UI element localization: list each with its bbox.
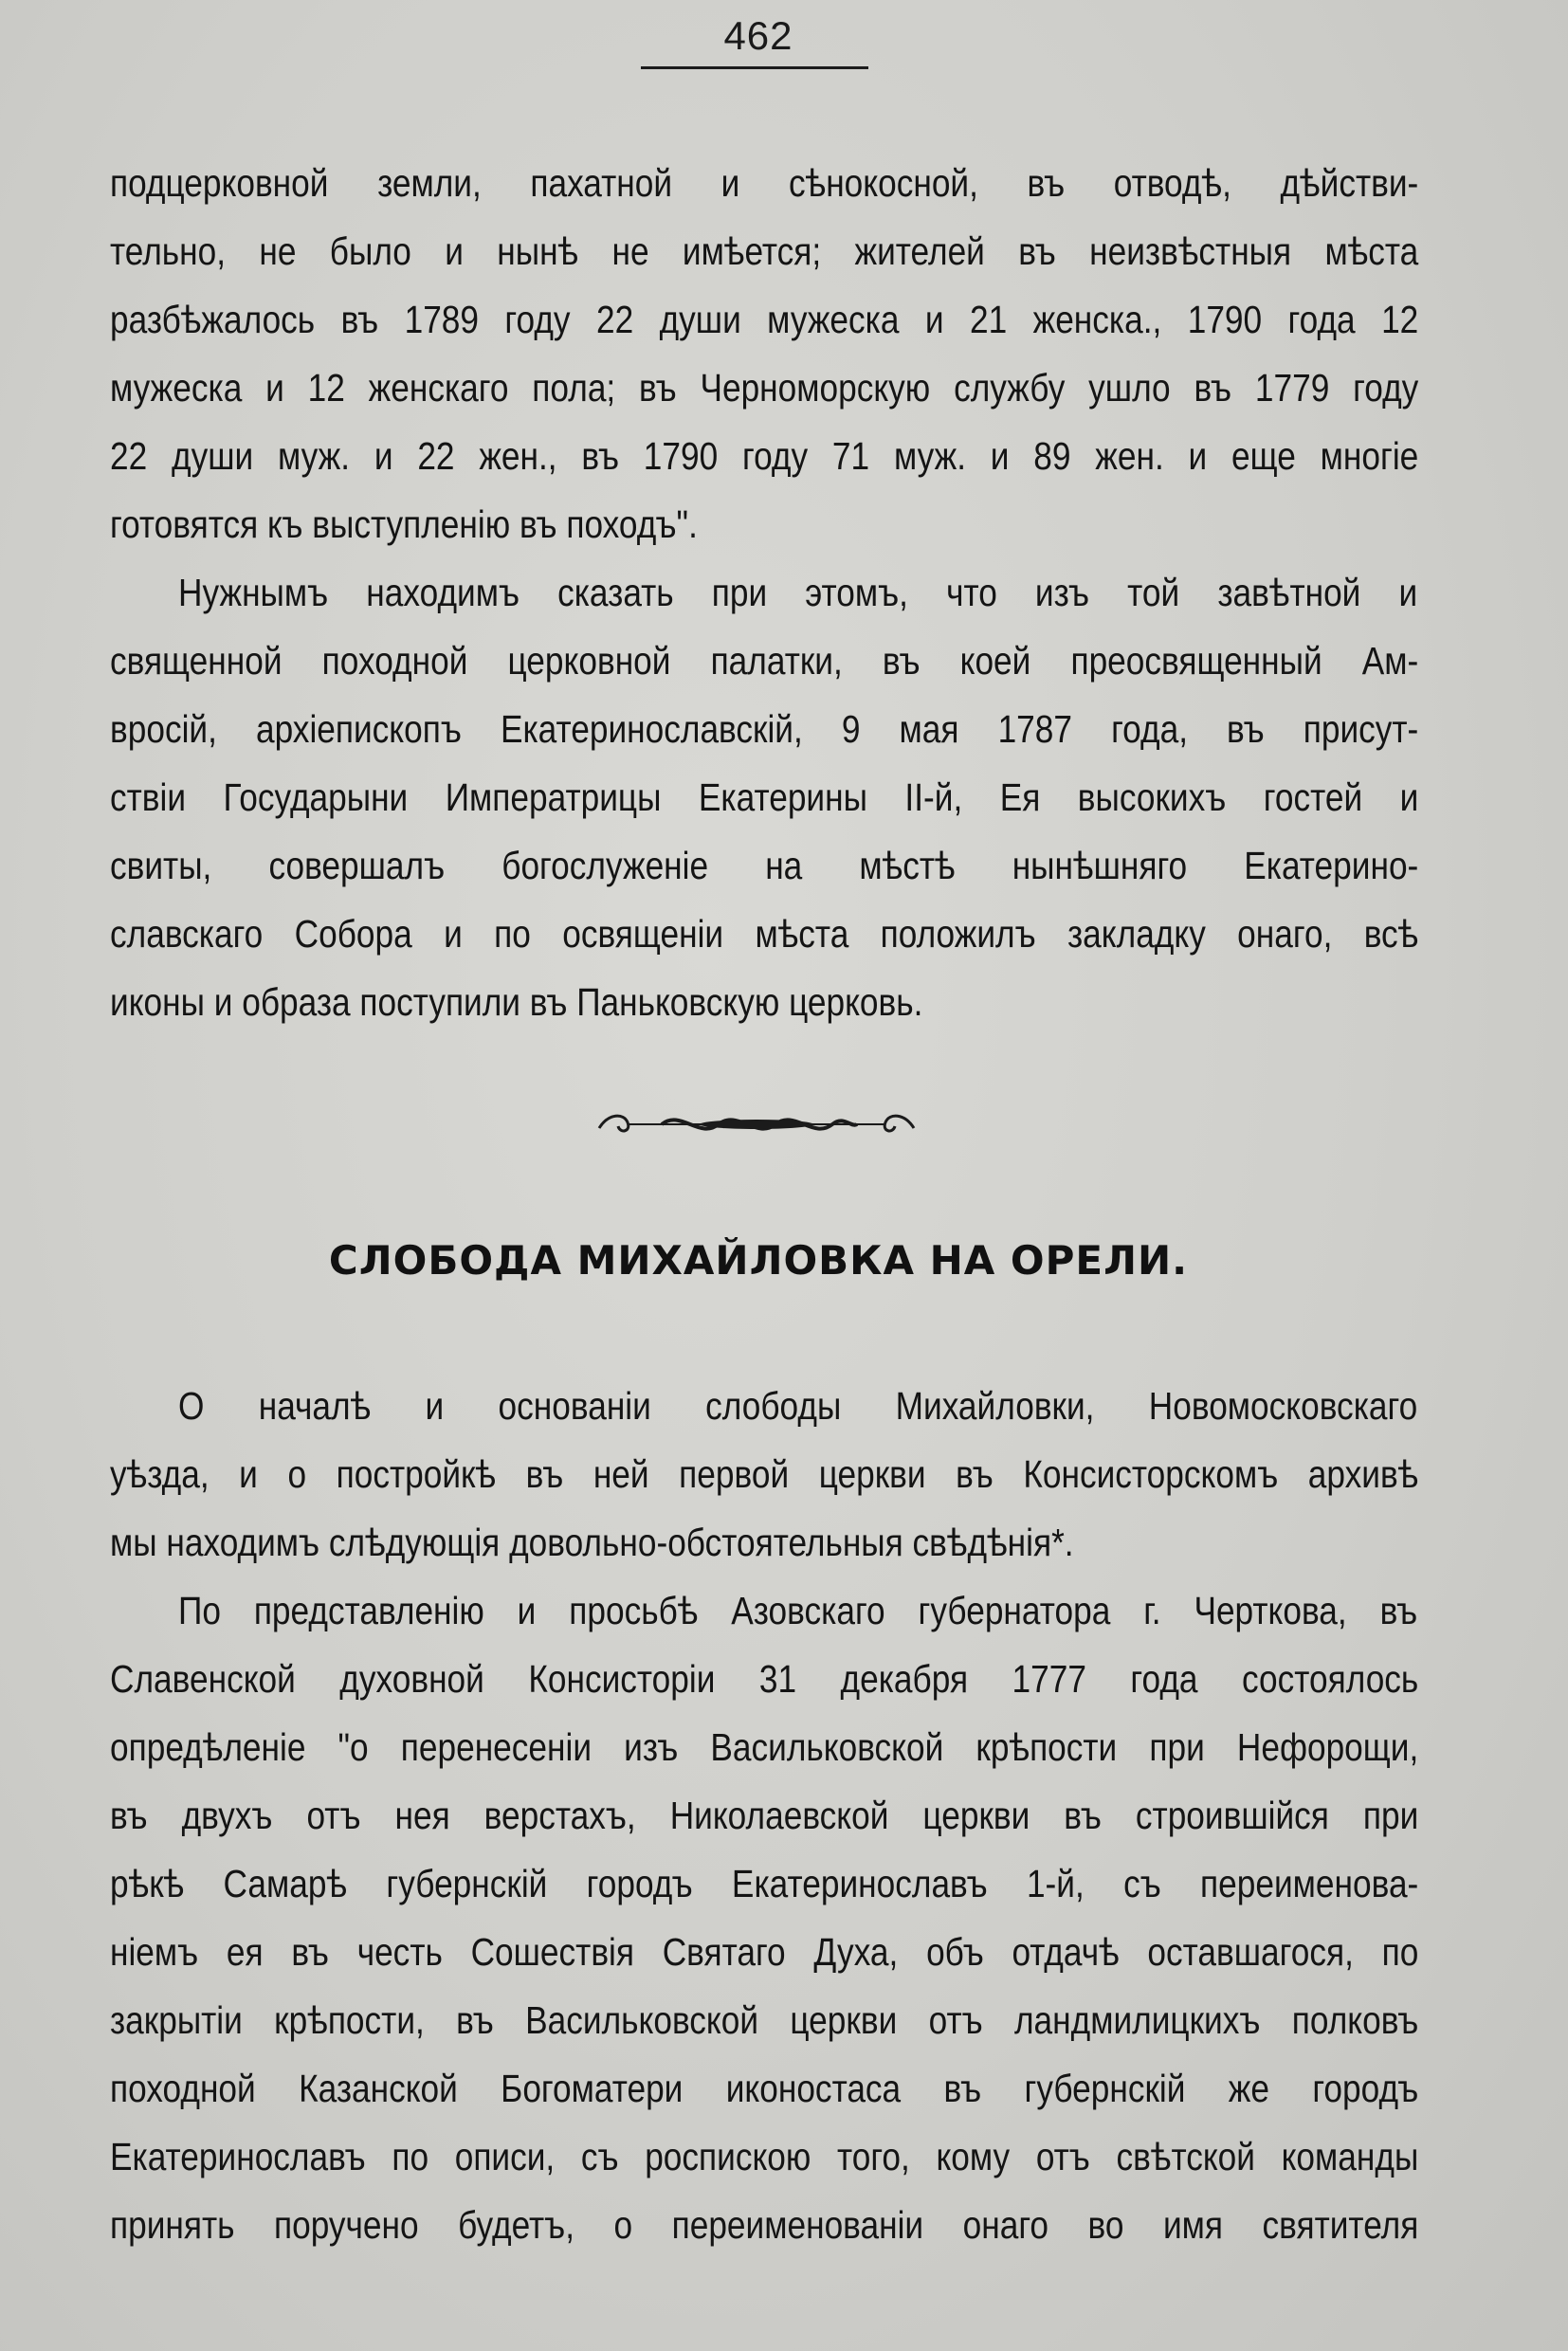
text-line: свиты, совершалъ богослуженіе на мѣстѣ нынѣшняго Екатерино- (110, 844, 1419, 887)
text-line: О началѣ и основаніи слободы Михайловки, Новомосковскаго (178, 1384, 1418, 1428)
text-line: Нужнымъ находимъ сказать при этомъ, что изъ той завѣтной и (178, 571, 1418, 614)
text-line: походной Казанской Богоматери иконостаса въ губернскій же городъ (110, 2067, 1419, 2110)
text-line: готовятся къ выступленію въ походъ". (110, 502, 698, 546)
text-line: принять поручено будетъ, о переименованіи онаго во имя святителя (110, 2203, 1419, 2247)
ornament-divider (595, 1100, 918, 1143)
page-number-rule (641, 66, 868, 69)
text-line: въ двухъ отъ нея верстахъ, Николаевской церкви въ строившійся при (110, 1794, 1419, 1837)
text-line: ствіи Государыни Императрицы Екатерины II-й, Ея высокихъ гостей и (110, 775, 1419, 819)
text-line: иконы и образа поступили въ Паньковскую церковь. (110, 980, 923, 1024)
text-line: 22 души муж. и 22 жен., въ 1790 году 71 муж. и 89 жен. и еще многіе (110, 434, 1419, 478)
text-line: рѣкѣ Самарѣ губернскій городъ Екатеринославъ 1-й, съ переименова- (110, 1862, 1419, 1905)
text-line: закрытіи крѣпости, въ Васильковской церкви отъ ландмилицкихъ полковъ (110, 1998, 1419, 2042)
section-heading: СЛОБОДА МИХАЙЛОВКА НА ОРЕЛИ. (328, 1237, 1189, 1284)
text-line: По представленію и просьбѣ Азовскаго губернатора г. Черткова, въ (178, 1589, 1418, 1632)
text-line: тельно, не было и нынѣ не имѣется; жителей въ неизвѣстныя мѣста (110, 229, 1419, 273)
text-line: вросій, архіепископъ Екатеринославскій, 9 мая 1787 года, въ присут- (110, 707, 1419, 751)
text-line: славскаго Собора и по освященіи мѣста положилъ закладку онаго, всѣ (110, 912, 1419, 956)
text-line: уѣзда, и о постройкѣ въ ней первой церкви въ Консисторскомъ архивѣ (110, 1452, 1419, 1496)
text-line: подцерковной земли, пахатной и сѣнокосной, въ отводѣ, дѣйстви- (110, 161, 1419, 205)
text-line: мужеска и 12 женскаго пола; въ Черноморскую службу ушло въ 1779 году (110, 366, 1419, 410)
text-line: мы находимъ слѣдующія довольно-обстоятельныя свѣдѣнія*. (110, 1521, 1074, 1564)
text-line: священной походной церковной палатки, въ коей преосвященный Ам- (110, 639, 1419, 683)
text-line: разбѣжалось въ 1789 году 22 души мужеска и 21 женска., 1790 года 12 (110, 298, 1419, 341)
text-line: Екатеринославъ по описи, съ роспискою того, кому отъ свѣтской команды (110, 2135, 1419, 2178)
text-line: опредѣленіе "о перенесеніи изъ Васильковской крѣпости при Нефорощи, (110, 1725, 1419, 1769)
text-line: ніемъ ея въ честь Сошествія Святаго Духа, объ отдачѣ оставшагося, по (110, 1930, 1419, 1974)
page-number: 462 (723, 13, 793, 58)
text-line: Славенской духовной Консисторіи 31 декабря 1777 года состоялось (110, 1657, 1419, 1701)
